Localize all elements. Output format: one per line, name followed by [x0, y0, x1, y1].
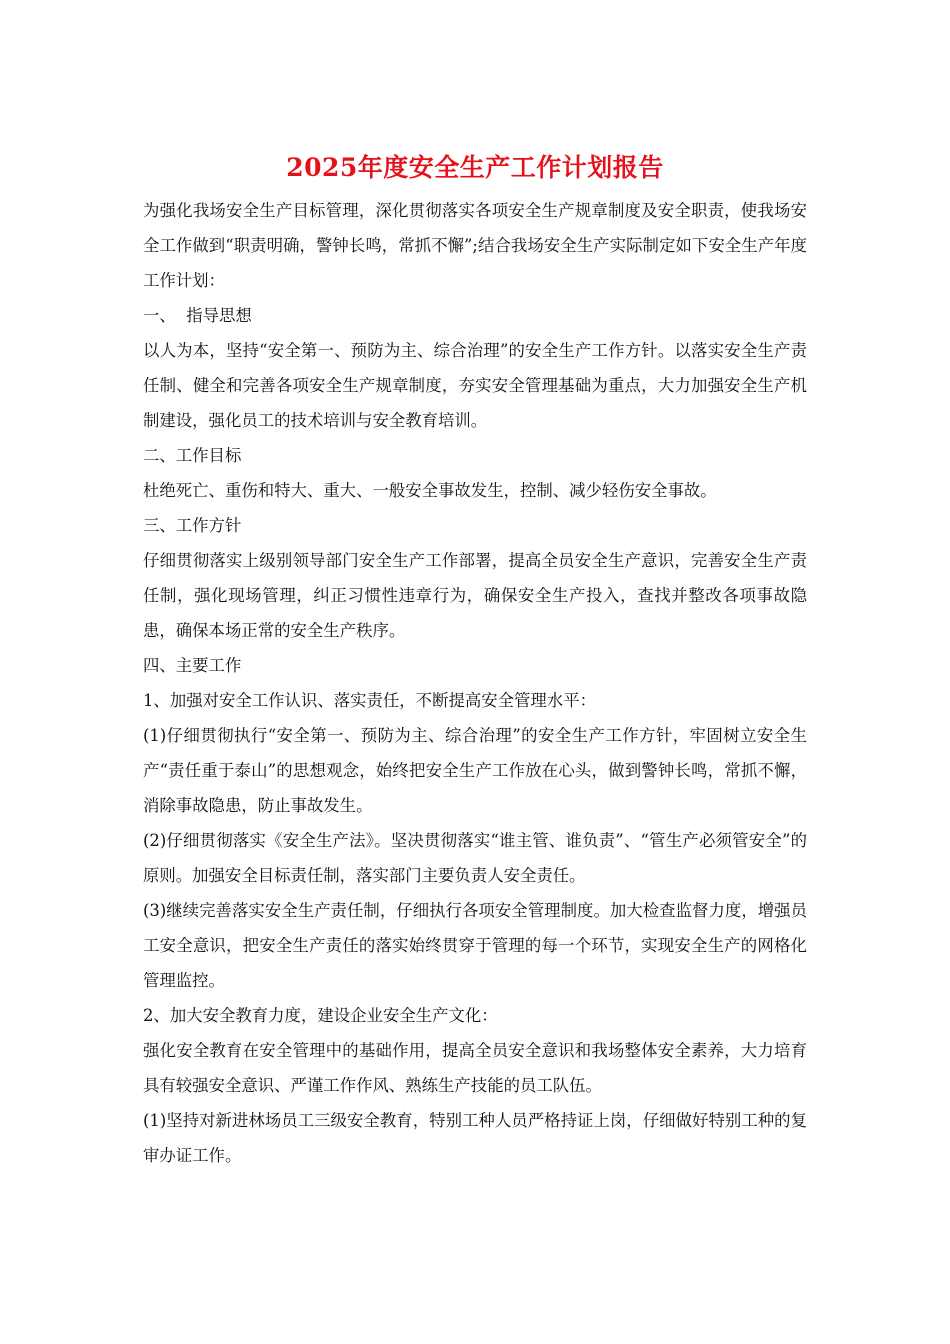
main-work-item-1-sub-2: (2)仔细贯彻落实《安全生产法》。坚决贯彻落实“谁主管、谁负责”、“管生产必须管安全”的原则。加强安全目标责任制，落实部门主要负责人安全责任。	[143, 831, 807, 885]
document-body	[143, 193, 807, 1173]
guiding-ideology-paragraph: 以人为本，坚持“安全第一、预防为主、综合治理”的安全生产工作方针。以落实安全生产责任制、健全和完善各项安全生产规章制度，夯实安全管理基础为重点，大力加强安全生产机制建设，强化员工的技术培训与安全教育培训。	[143, 341, 807, 430]
section-heading-work-goals: 二、工作目标	[143, 446, 242, 465]
intro-paragraph: 为强化我场安全生产目标管理，深化贯彻落实各项安全生产规章制度及安全职责，使我场安全工作做到“职责明确，警钟长鸣，常抓不懈”;结合我场安全生产实际制定如下安全生产年度工作计划：	[143, 201, 807, 290]
work-goals-paragraph: 杜绝死亡、重伤和特大、重大、一般安全事故发生，控制、减少轻伤安全事故。	[143, 481, 717, 500]
work-policy-paragraph: 仔细贯彻落实上级别领导部门安全生产工作部署，提高全员安全生产意识，完善安全生产责任制，强化现场管理，纠正习惯性违章行为，确保安全生产投入，查找并整改各项事故隐患，确保本场正常的安全生产秩序。	[143, 551, 807, 640]
main-work-item-1-sub-3: (3)继续完善落实安全生产责任制，仔细执行各项安全管理制度。加大检查监督力度，增强员工安全意识，把安全生产责任的落实始终贯穿于管理的每一个环节，实现安全生产的网格化管理监控。	[143, 901, 807, 990]
main-work-item-1-sub-1: (1)仔细贯彻执行“安全第一、预防为主、综合治理”的安全生产工作方针，牢固树立安全生产“责任重于泰山”的思想观念，始终把安全生产工作放在心头，做到警钟长鸣，常抓不懈，消除事故隐患，防止事故发生。	[143, 726, 807, 815]
main-work-item-2: 2、加大安全教育力度，建设企业安全生产文化：	[143, 1006, 498, 1025]
document-title: 2025年度安全生产工作计划报告	[286, 153, 664, 182]
section-heading-work-policy: 三、工作方针	[143, 516, 242, 535]
main-work-item-1: 1、加强对安全工作认识、落实责任，不断提高安全管理水平：	[143, 691, 596, 710]
main-work-item-2-paragraph: 强化安全教育在安全管理中的基础作用，提高全员安全意识和我场整体安全素养，大力培育具有较强安全意识、严谨工作作风、熟练生产技能的员工队伍。	[143, 1041, 807, 1095]
section-heading-main-work: 四、主要工作	[143, 656, 242, 675]
main-work-item-2-sub-1: (1)坚持对新进林场员工三级安全教育，特别工种人员严格持证上岗，仔细做好特别工种的复审办证工作。	[143, 1111, 807, 1165]
section-heading-guiding-ideology: 一、 指导思想	[143, 306, 252, 325]
